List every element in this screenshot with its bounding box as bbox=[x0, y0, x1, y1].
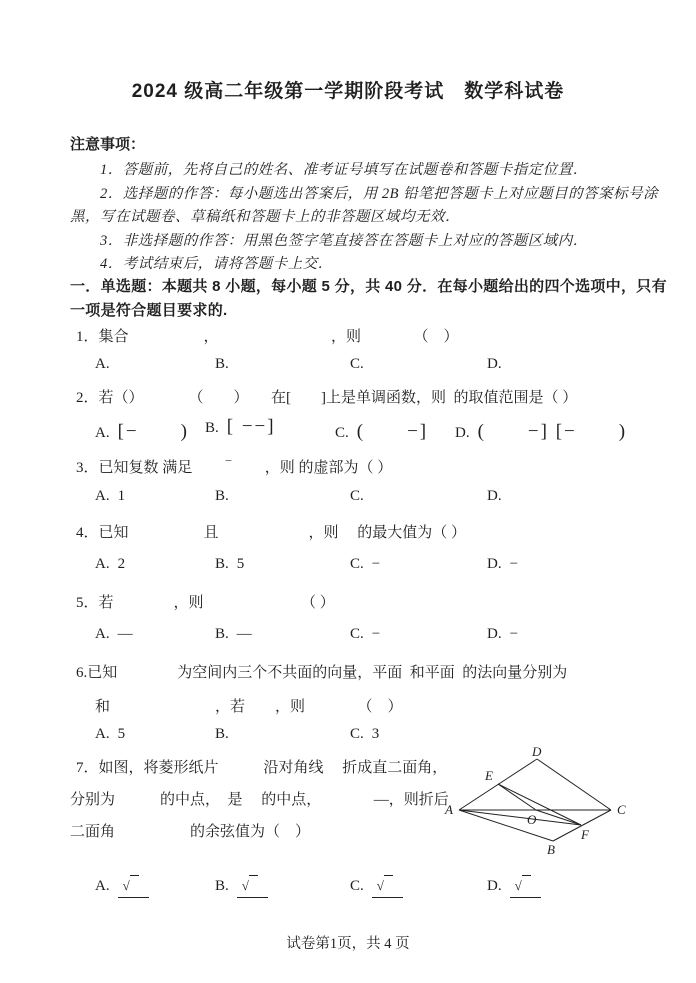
option-b: B. — bbox=[215, 626, 252, 642]
section-header-line-1: 一．单选题：本题共 8 小题，每小题 5 分，共 40 分．在每小题给出的四个选项中，只有 bbox=[70, 278, 667, 295]
question-4-stem: 4．已知 且 ，则 的最大值为（ ） bbox=[76, 525, 467, 541]
question-6-line-1: 6.已知 为空间内三个不共面的向量，平面 和平面 的法向量分别为 bbox=[76, 665, 568, 681]
rhombus-fold-diagram bbox=[443, 746, 655, 868]
sqrt-fraction: √ bbox=[118, 874, 149, 898]
question-5-stem: 5．若 ，则 （ ） bbox=[76, 595, 335, 611]
question-1-options bbox=[70, 356, 640, 378]
notice-line-3: 3．非选择题的作答：用黑色签字笔直接答在答题卡上对应的答题区域内． bbox=[100, 233, 588, 249]
question-6-options bbox=[70, 726, 640, 748]
question-7-line-2: 分别为 的中点， 是 的中点， —，则折后 bbox=[70, 792, 449, 808]
question-5-options bbox=[70, 626, 640, 648]
figure-label-f: F bbox=[581, 827, 589, 842]
option-c: C. − bbox=[350, 556, 381, 572]
radical-vinculum bbox=[522, 875, 531, 883]
figure-label-d: D bbox=[532, 746, 542, 759]
option-a: A. [− ) bbox=[95, 421, 189, 442]
option-b: B. bbox=[215, 488, 229, 504]
figure-label-e: E bbox=[485, 768, 493, 783]
option-d: D. bbox=[487, 356, 502, 372]
option-c: C. bbox=[350, 488, 364, 504]
option-a: A. √ bbox=[95, 874, 149, 898]
radical-vinculum bbox=[249, 875, 258, 883]
sqrt-fraction: √ bbox=[237, 874, 268, 898]
option-d: D. √ bbox=[487, 874, 541, 898]
option-d: D. bbox=[487, 488, 502, 504]
page-title: 2024 级高二年级第一学期阶段考试 数学科试卷 bbox=[131, 81, 565, 102]
option-a: A. 2 bbox=[95, 556, 126, 572]
option-d: D. ( −] [− ) bbox=[455, 421, 628, 442]
notice-line-4: 4．考试结束后，请将答题卡上交． bbox=[100, 256, 333, 272]
question-7-options bbox=[70, 874, 640, 896]
option-d: D. − bbox=[487, 626, 519, 642]
option-b: B. [ −−] bbox=[205, 416, 276, 437]
notice-heading: 注意事项： bbox=[70, 136, 146, 153]
option-b: B. √ bbox=[215, 874, 268, 898]
question-7-line-3: 二面角 的余弦值为（ ） bbox=[70, 824, 311, 840]
radical-vinculum bbox=[384, 875, 393, 883]
question-1-stem: 1．集合 ， ，则 （ ） bbox=[76, 329, 459, 345]
question-2-options bbox=[70, 416, 640, 442]
option-b: B. bbox=[215, 726, 229, 742]
option-c: C. ( −] bbox=[335, 421, 429, 442]
option-c: C. √ bbox=[350, 874, 403, 898]
option-a: A. 5 bbox=[95, 726, 126, 742]
notice-line-2b: 黑，写在试题卷、草稿纸和答题卡上的非答题区域均无效． bbox=[70, 209, 460, 225]
option-c: C. − bbox=[350, 626, 381, 642]
page-footer: 试卷第1页，共 4 页 bbox=[286, 936, 410, 952]
notice-line-1: 1．答题前，先将自己的姓名、准考证号填写在试题卷和答题卡指定位置． bbox=[100, 162, 588, 178]
sqrt-fraction: √ bbox=[372, 874, 403, 898]
option-a: A. — bbox=[95, 626, 133, 642]
option-c: C. 3 bbox=[350, 726, 380, 742]
section-header-line-2: 一项是符合题目要求的. bbox=[70, 302, 228, 319]
radical-vinculum bbox=[130, 875, 139, 883]
figure-label-b: B bbox=[547, 842, 555, 857]
question-4-options bbox=[70, 556, 640, 578]
figure-label-a: A bbox=[445, 802, 453, 817]
option-a: A. 1 bbox=[95, 488, 126, 504]
question-7-line-1: 7．如图，将菱形纸片 沿对角线 折成直二面角， bbox=[76, 760, 448, 776]
sqrt-fraction: √ bbox=[510, 874, 541, 898]
question-3-stem: 3．已知复数 满足 ‾ ，则 的虚部为（ ） bbox=[76, 460, 393, 476]
question-3-options bbox=[70, 488, 640, 510]
option-a: A. bbox=[95, 356, 110, 372]
figure-label-o: O bbox=[527, 812, 537, 827]
option-d: D. − bbox=[487, 556, 519, 572]
option-c: C. bbox=[350, 356, 364, 372]
question-2-stem: 2．若（） （ ） 在[ ]上是单调函数，则 的取值范围是（ ） bbox=[76, 390, 578, 406]
figure-label-c: C bbox=[617, 802, 626, 817]
notice-line-2a: 2．选择题的作答：每小题选出答案后，用 2B 铅笔把答题卡上对应题目的答案标号涂 bbox=[100, 186, 659, 202]
option-b: B. 5 bbox=[215, 556, 245, 572]
question-6-line-2: 和 ，若 ，则 （ ） bbox=[95, 699, 403, 715]
option-b: B. bbox=[215, 356, 229, 372]
